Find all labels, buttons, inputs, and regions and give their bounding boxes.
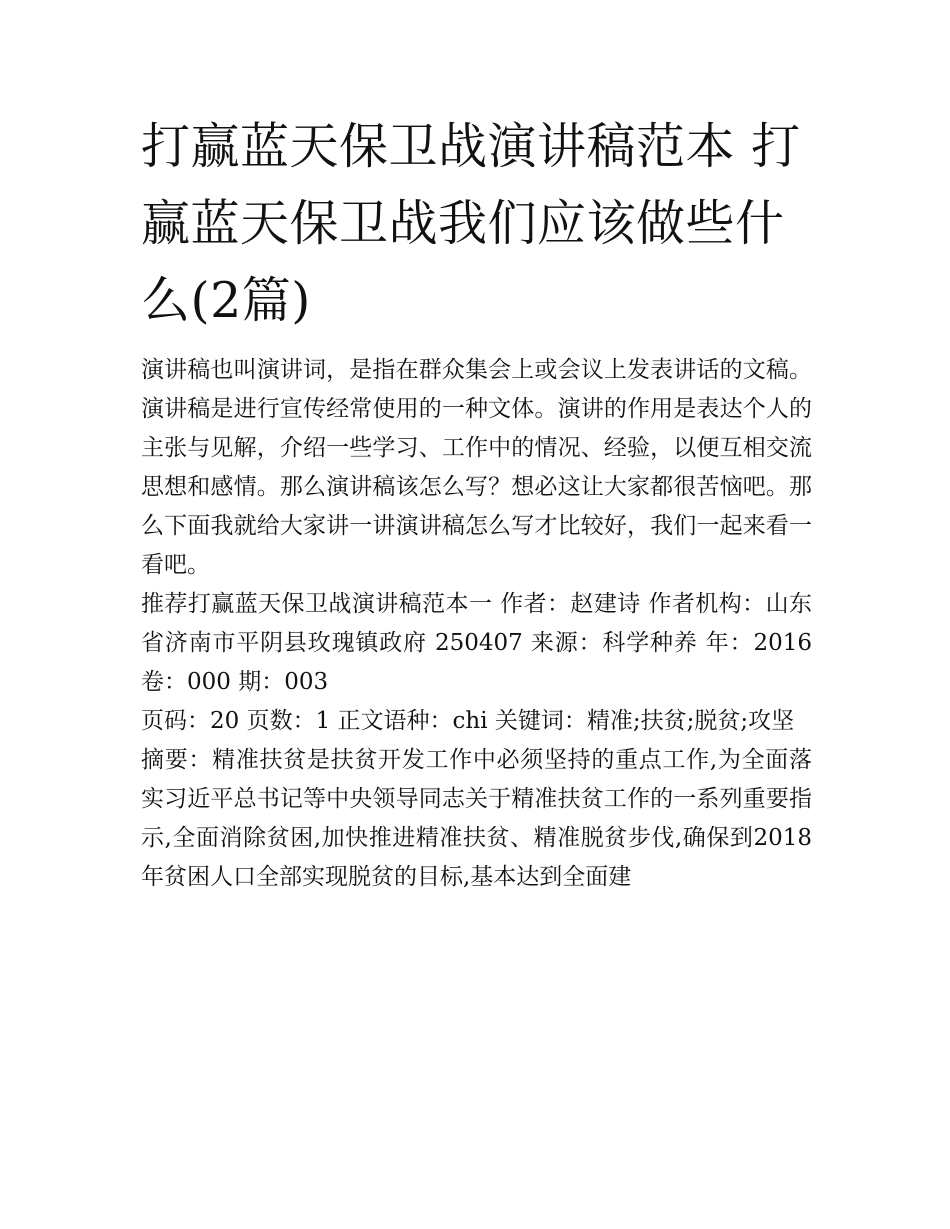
document-title: 打赢蓝天保卫战演讲稿范本 打赢蓝天保卫战我们应该做些什么(2篇) bbox=[141, 118, 801, 329]
abstract-paragraph: 摘要：精准扶贫是扶贫开发工作中必须坚持的重点工作,为全面落实习近平总书记等中央领导同志关于精准扶贫工作的一系列重要指示,全面消除贫困,加快推进精准扶贫、精准脱贫步伐,确保到2018年贫困人口全部实现脱贫的目标,基本达到全面建 bbox=[141, 747, 812, 890]
keywords-paragraph: 页码：20 页数：1 正文语种：chi 关键词：精准;扶贫;脱贫;攻坚 bbox=[141, 708, 795, 734]
intro-paragraph: 演讲稿也叫演讲词，是指在群众集会上或会议上发表讲话的文稿。演讲稿是进行宣传经常使用的一种文体。演讲的作用是表达个人的主张与见解，介绍一些学习、工作中的情况、经验，以便互相交流思想和感情。那么演讲稿该怎么写？想必这让大家都很苦恼吧。那么下面我就给大家讲一讲演讲稿怎么写才比较好，我们一起来看一看吧。 bbox=[141, 357, 812, 578]
metadata-paragraph: 推荐打赢蓝天保卫战演讲稿范本一 作者：赵建诗 作者机构：山东省济南市平阴县玫瑰镇政府 250407 来源：科学种养 年：2016 卷：000 期：003 bbox=[141, 591, 812, 695]
